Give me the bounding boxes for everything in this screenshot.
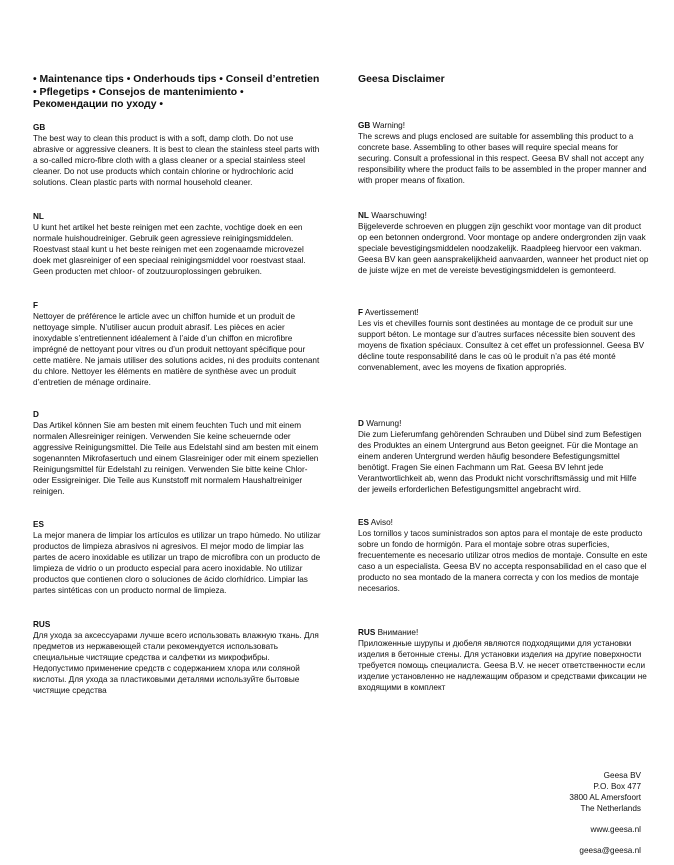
language-code: F xyxy=(33,301,39,310)
disclaimer-text: Bijgeleverde schroeven en pluggen zijn geschikt voor montage van dit product op een betonnen ondergrond. Voor montage op andere ondergronden zijn vaak speciale bevestigingsmiddelen noodzakelijk. Raadpleeg hiervoor een vakman. Geesa BV kan geen aansprakelijkheid aanvaarden, wanneer het product niet op de juiste wijze en met de vereiste bevestigingsmiddelen is gemonteerd. xyxy=(358,222,649,275)
language-code: F xyxy=(358,308,364,317)
maintenance-text: Для ухода за аксессуарами лучше всего использовать влажную ткань. Для предметов из нержавеющей стали рекомендуется использовать специальные чистящие средства и салфетки из микрофибры. Недопустимо применение средств с содержанием хлора или соляной кислоты. Для ухода за пластиковыми деталями используйте бытовые чистящие средства xyxy=(33,631,319,695)
disclaimer-text: Die zum Lieferumfang gehörenden Schrauben und Dübel sind zum Befestigen des Produktes an einem Untergrund aus Beton geeignet. Für die Montage an einem anderen Untergrund werden häufig besondere Befestigungsmittel benötigt. Fragen Sie einen Fachmann um Rat. Geesa BV lehnt jede Verantwortlichkeit ab, wenn das Produkt nicht vorschriftsmässig und mit Hilfe der jeweils erforderlichen Befestigungsmittel angebracht wird. xyxy=(358,430,642,494)
website-link[interactable]: www.geesa.nl xyxy=(590,825,641,834)
company-name: Geesa BV xyxy=(603,771,641,780)
disclaimer-section-rus xyxy=(358,627,650,693)
maintenance-text: U kunt het artikel het beste reinigen met een zachte, vochtige doek en een normale huishoudreiniger. Gebruik geen agressieve reinigingsmiddelen. Roestvast staal kunt u het beste reinigen met een zogenaamde microvezel doek met glasreiniger of een speciaal reinigingsmiddel voor roestvast staal. Geen producten met chloor- of zoutzuuroplossingen gebruiken. xyxy=(33,223,306,276)
maintenance-section-d xyxy=(33,409,321,497)
language-code: D xyxy=(358,419,364,428)
warning-title: Warnung! xyxy=(363,419,402,428)
maintenance-text: Nettoyer de préférence le article avec un chiffon humide et un produit de nettoyage simple. N’utiliser aucun produit abrasif. Les pièces en acier inoxydable s’entretiennent idéalement à l’aide d’un chiffon en microfibre imprégné de nettoyant pour vitres ou d’un produit nettoyant spécifique pour cette matière. Ne jamais utiliser des solutions acides, ni des produits contenant du chlore. Nettoyer les éléments en matière de synthèse avec un produit d’entretien de ménage ordinaire. xyxy=(33,312,320,387)
disclaimer-section-nl xyxy=(358,210,650,276)
language-code: GB xyxy=(33,123,46,132)
disclaimer-section-d xyxy=(358,418,650,495)
maintenance-heading: • Maintenance tips • Onderhouds tips • Conseil d’entretien • Pflegetips • Consejos de mantenimiento • Рекомендации по уходу • xyxy=(33,74,320,111)
disclaimer-text: Les vis et chevilles fournis sont destinées au montage de ce produit sur une support béton. Le montage sur d’autres surfaces nécessite bien souvent des moyens de fixation spéciaux. Consultez à cet effet un professionnel. Geesa BV décline toute responsabilité dans le cas où le produit n’a pas été monté convenablement, avec les moyens de fixation appropriés. xyxy=(358,319,645,372)
language-code: NL xyxy=(358,211,369,220)
language-code: D xyxy=(33,410,39,419)
disclaimer-text: Приложенные шурупы и дюбеля являются подходящими для установки изделия в бетонные стены. Для установки изделия на другие поверхности требуется помощь специалиста. Geesa B.V. не несет ответственности если изделие установленно не надлежащим образом и средствами фиксации не входящими в комплект xyxy=(358,639,647,692)
postal-city: 3800 AL Amersfoort xyxy=(569,793,641,802)
language-code: ES xyxy=(358,518,369,527)
maintenance-section-rus xyxy=(33,619,321,696)
warning-title: Avertissement! xyxy=(363,308,419,317)
disclaimer-text: Los tornillos y tacos suministrados son aptos para el montaje de este producto sobre un fondo de hormigón. Para el montaje sobre otras superficies, frecuentemente es necesario utilizar otros medios de montaje. Consulte en este caso a un especialista. Geesa BV no accepta responsabilidad en el caso que el producto no sea montado de la manera correcta y con los medios de montaje necesarios. xyxy=(358,529,648,593)
country: The Netherlands xyxy=(580,804,641,813)
disclaimer-column xyxy=(358,74,650,692)
language-code: GB xyxy=(358,121,371,130)
warning-title: Waarschuwing! xyxy=(368,211,427,220)
maintenance-text: La mejor manera de limpiar los artículos es utilizar un trapo húmedo. No utilizar productos de limpieza abrasivos ni agresivos. El mejor modo de limpiar las partes de acero inoxidable es utilizar un trapo de microfibra con un producto de limpieza de vidrio o un producto especial para acero inoxidable. No utilizar productos que contienen cloro o soluciones de ácido clorhídrico. Limpiar las partes sintéticas con un producto normal de limpieza. xyxy=(33,531,321,595)
language-code: NL xyxy=(33,212,44,221)
warning-title: Warning! xyxy=(370,121,406,130)
company-address xyxy=(569,770,641,856)
warning-title: Внимание! xyxy=(375,628,419,637)
po-box: P.O. Box 477 xyxy=(593,782,641,791)
disclaimer-section-gb xyxy=(358,120,650,186)
maintenance-text: The best way to clean this product is with a soft, damp cloth. Do not use abrasive or aggressive cleaners. It is best to clean the stainless steel parts with a so-called micro-fibre cloth with a glass cleaner or a special stainless steel cleaner. Do not use products which contain chlorine or hydrochloric acid solutions. Clean plastic parts with normal household cleaner. xyxy=(33,134,320,187)
warning-title: Aviso! xyxy=(368,518,393,527)
maintenance-section-f xyxy=(33,300,321,388)
maintenance-section-gb xyxy=(33,122,321,188)
maintenance-column xyxy=(33,74,321,695)
language-code: RUS xyxy=(33,620,51,629)
disclaimer-text: The screws and plugs enclosed are suitable for assembling this product to a concrete base. Assembling to other bases will require special means for securing. Consult a professional in this respect. Geesa BV shall not accept any responsibility where the product fails to be assembled in the proper manner and with proper means of fixation. xyxy=(358,132,647,185)
disclaimer-heading: Geesa Disclaimer xyxy=(358,74,445,85)
maintenance-section-es xyxy=(33,519,321,596)
maintenance-section-nl xyxy=(33,211,321,277)
disclaimer-section-f xyxy=(358,307,650,373)
email-link[interactable]: geesa@geesa.nl xyxy=(579,846,641,855)
maintenance-text: Das Artikel können Sie am besten mit einem feuchten Tuch und mit einem normalen Allesreiniger reinigen. Verwenden Sie keine scheuernde oder aggressive Reinigungsmittel. Die Teile aus Edelstahl sind am besten mit einem sogenannten Mikrofasertuch und einem Glasreiniger oder mit einem speziellen Reinigungsmittel für Edelstahl zu reinigen. Verwenden Sie bitte keine Chlor- oder Essigreiniger. Die Teile aus Kunststoff mit normalem Haushaltreiniger reinigen. xyxy=(33,421,319,496)
disclaimer-section-es xyxy=(358,517,650,594)
language-code: ES xyxy=(33,520,44,529)
language-code: RUS xyxy=(358,628,376,637)
